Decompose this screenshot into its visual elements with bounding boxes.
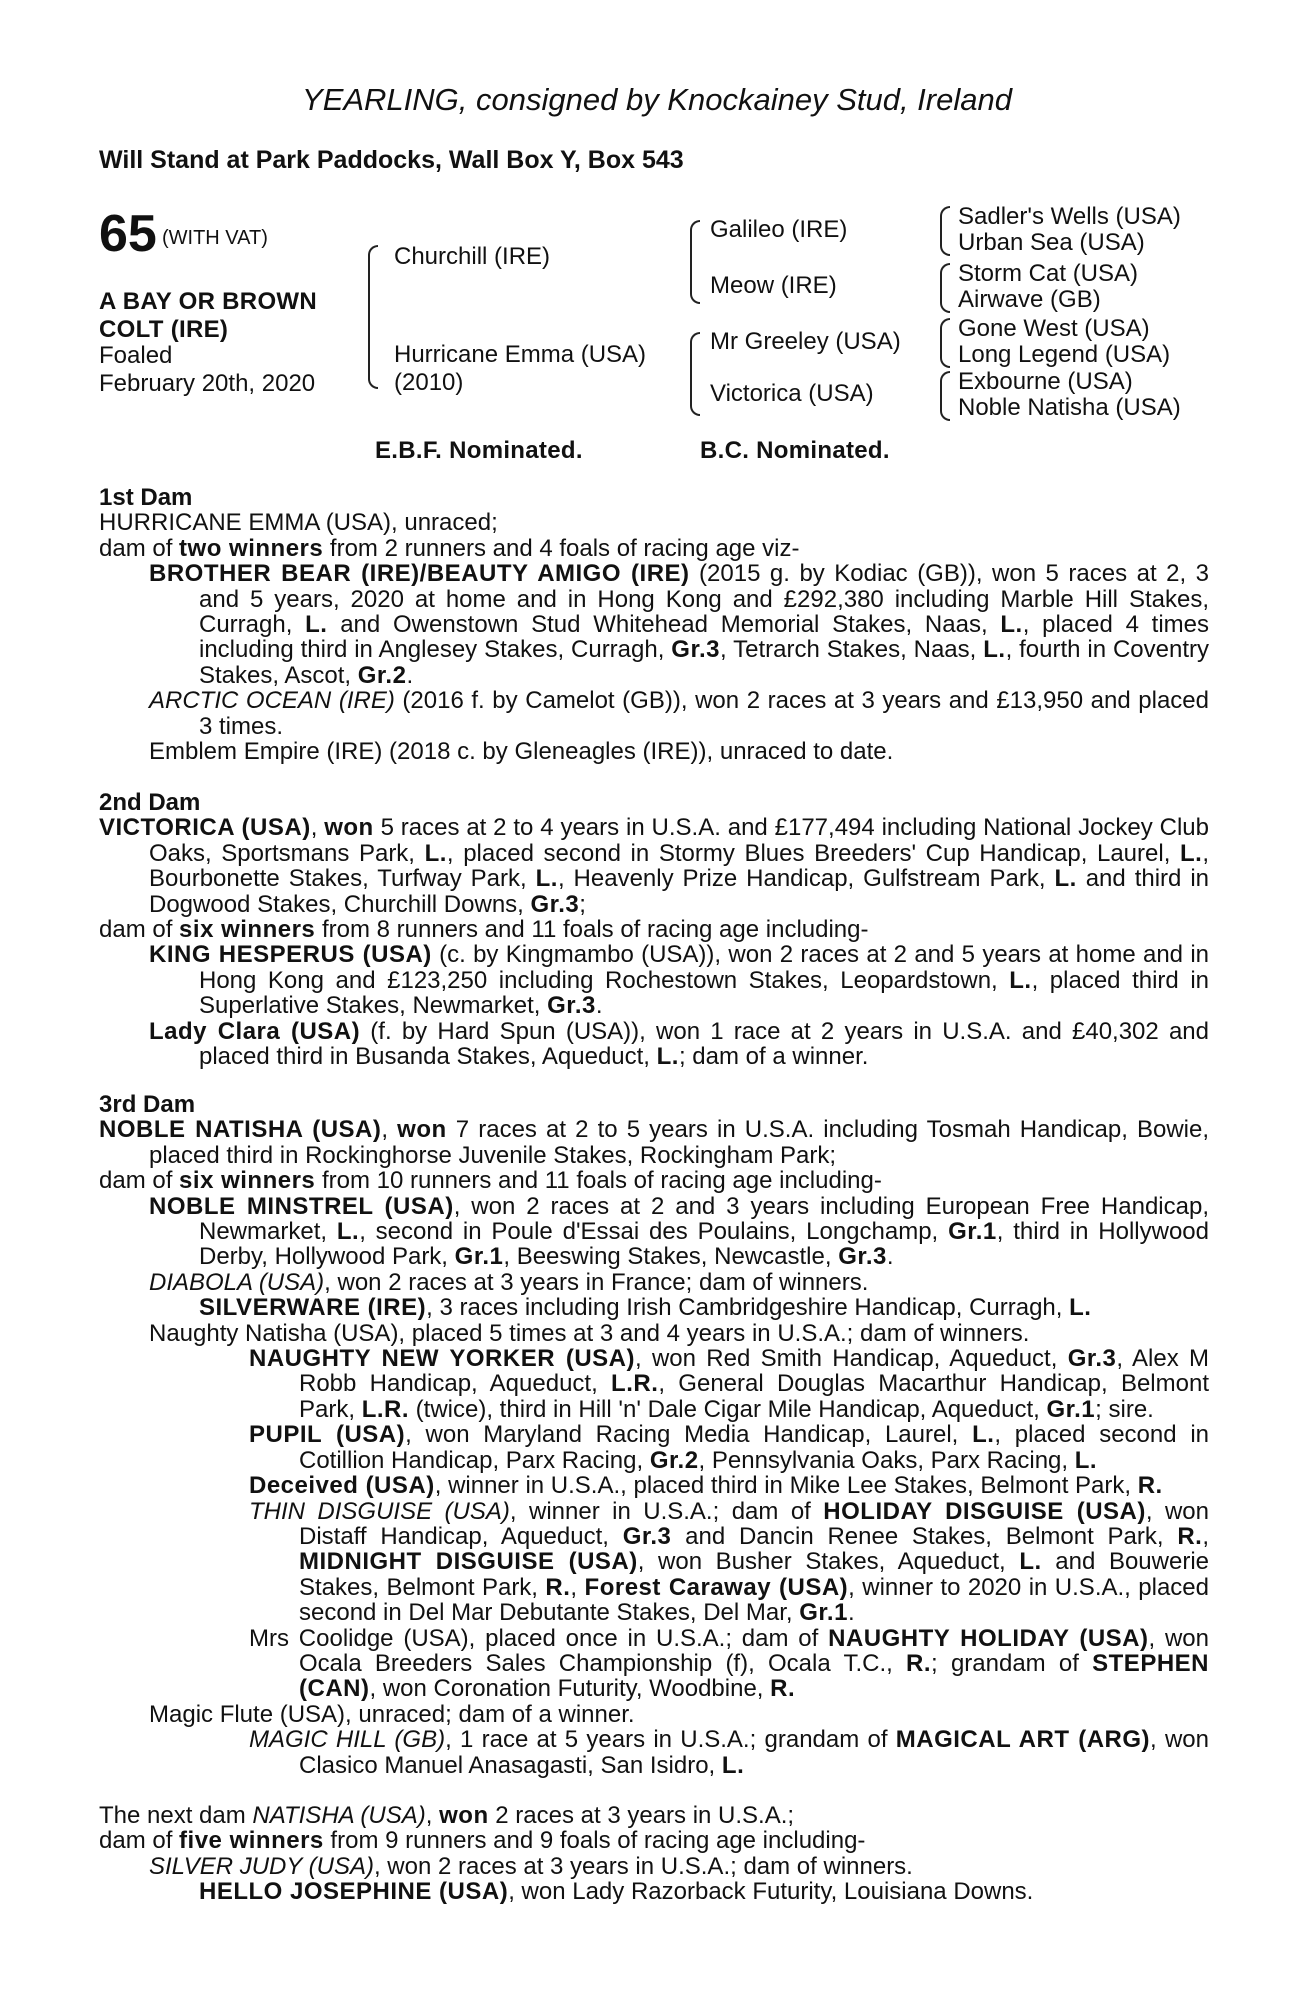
dam-dam: Victorica (USA) xyxy=(710,380,874,407)
produce-entry: ARCTIC OCEAN (IRE) (2016 f. by Camelot (GB)), won 2 races at 3 years and £13,950 and placed 3 times. xyxy=(149,687,1209,740)
vat-note: (WITH VAT) xyxy=(162,227,268,249)
dam: Hurricane Emma (USA) xyxy=(394,341,647,368)
produce-entry: HELLO JOSEPHINE (USA), won Lady Razorback Futurity, Louisiana Downs. xyxy=(199,1878,1034,1906)
dam-year: (2010) xyxy=(394,369,464,396)
g-brace-1 xyxy=(940,206,950,256)
produce-entry: DIABOLA (USA), won 2 races at 3 years in France; dam of winners. xyxy=(149,1268,869,1296)
produce-entry: Lady Clara (USA) (f. by Hard Spun (USA)), won 1 race at 2 years in U.S.A. and £40,302 and placed third in Busanda Stakes, Aqueduct, L.; dam of a winner. xyxy=(149,1017,1209,1071)
third-dam-record: NOBLE NATISHA (USA), won 7 races at 2 to 5 years in U.S.A. including Tosmah Handicap, Bowie, placed third in Rockinghorse Juvenile Stakes, Rockingham Park; xyxy=(99,1116,1209,1169)
first-dam-produce: dam of two winners from 2 runners and 4 foals of racing age viz- xyxy=(99,534,800,562)
grandparent-4: Airwave (GB) xyxy=(958,286,1101,313)
produce-entry: SILVERWARE (IRE), 3 races including Irish Cambridgeshire Handicap, Curragh, L. xyxy=(199,1294,1092,1322)
produce-entry: KING HESPERUS (USA) (c. by Kingmambo (USA)), won 2 races at 2 and 5 years at home and in Hong Kong and £123,250 including Rochestown Stakes, Leopardstown, L., placed third in Superlative Stakes, Newmarket, Gr.3. xyxy=(149,941,1210,1020)
produce-entry: Deceived (USA), winner in U.S.A., placed third in Mike Lee Stakes, Belmont Park, R. xyxy=(249,1472,1163,1500)
sire-dam-brace xyxy=(368,245,378,389)
g-brace-4 xyxy=(940,371,950,421)
second-dam-heading: 2nd Dam xyxy=(99,789,201,816)
page-title: YEARLING, consigned by Knockainey Stud, Ireland xyxy=(302,82,1012,117)
next-dam-section xyxy=(99,1803,1209,1905)
grandparent-3: Storm Cat (USA) xyxy=(958,260,1139,287)
third-dam-produce: dam of six winners from 10 runners and 11 foals of racing age including- xyxy=(99,1167,882,1195)
produce-entry: Emblem Empire (IRE) (2018 c. by Gleneagles (IRE)), unraced to date. xyxy=(149,738,894,766)
first-dam-section xyxy=(99,485,1209,764)
grandparent-2: Urban Sea (USA) xyxy=(958,229,1145,256)
sire-sire: Galileo (IRE) xyxy=(710,216,848,243)
bc-nomination: B.C. Nominated. xyxy=(700,437,890,464)
produce-entry: Naughty Natisha (USA), placed 5 times at 3 and 4 years in U.S.A.; dam of winners. xyxy=(149,1319,1030,1347)
second-dam-record: VICTORICA (USA), won 5 races at 2 to 4 years in U.S.A. and £177,494 including National Jockey Club Oaks, Sportsmans Park, L., placed second in Stormy Blues Breeders' Cup Handicap, Laurel, L., Bourbonette Stakes, Turfway Park, L., Heavenly Prize Handicap, Gulfstream Park, L. and third in Dogwood Stakes, Churchill Downs, Gr.3; xyxy=(99,814,1209,918)
produce-entry: NOBLE MINSTREL (USA), won 2 races at 2 and 3 years including European Free Handicap, Newmarket, L., second in Poule d'Essai des Poulains, Longchamp, Gr.1, third in Hollywood Derby, Hollywood Park, Gr.1, Beeswing Stakes, Newcastle, Gr.3. xyxy=(149,1192,1209,1271)
next-dam-record: The next dam NATISHA (USA), won 2 races at 3 years in U.S.A.; xyxy=(99,1802,795,1829)
grandparent-5: Gone West (USA) xyxy=(958,315,1150,342)
g-brace-2 xyxy=(940,263,950,313)
next-dam-produce: dam of five winners from 9 runners and 9 foals of racing age including- xyxy=(99,1827,866,1855)
foaled-label: Foaled xyxy=(99,342,173,369)
grandparent-6: Long Legend (USA) xyxy=(958,341,1171,368)
produce-entry: Magic Flute (USA), unraced; dam of a winner. xyxy=(149,1700,635,1728)
produce-entry: MAGIC HILL (GB), 1 race at 5 years in U.S.A.; grandam of MAGICAL ART (ARG), won Clasico Manuel Anasagasti, San Isidro, L. xyxy=(249,1726,1209,1779)
first-dam-name: HURRICANE EMMA (USA), unraced; xyxy=(99,509,498,537)
dam-parents-brace xyxy=(690,332,700,416)
ebf-nomination: E.B.F. Nominated. xyxy=(375,437,583,464)
stand-location: Will Stand at Park Paddocks, Wall Box Y, Box 543 xyxy=(99,146,684,174)
grandparent-7: Exbourne (USA) xyxy=(958,368,1133,395)
lot-description-line1: A BAY OR BROWN xyxy=(99,288,317,315)
grandparent-1: Sadler's Wells (USA) xyxy=(958,203,1181,230)
lot-number: 65 xyxy=(99,205,157,263)
dam-sire: Mr Greeley (USA) xyxy=(710,328,901,355)
g-brace-3 xyxy=(940,318,950,368)
first-dam-heading: 1st Dam xyxy=(99,484,193,511)
second-dam-produce: dam of six winners from 8 runners and 11 foals of racing age including- xyxy=(99,916,869,944)
lot-description-line2: COLT (IRE) xyxy=(99,316,229,343)
sire-dam: Meow (IRE) xyxy=(710,272,837,299)
third-dam-section xyxy=(99,1092,1209,1778)
foaled-date: February 20th, 2020 xyxy=(99,370,316,397)
sire: Churchill (IRE) xyxy=(394,243,551,270)
produce-entry: BROTHER BEAR (IRE)/BEAUTY AMIGO (IRE) (2015 g. by Kodiac (GB)), won 5 races at 2, 3 and 5 years, 2020 at home and in Hong Kong and £292,380 including Marble Hill Stakes, Curragh, L. and Owenstown Stud Whitehead Memorial Stakes, Naas, L., placed 4 times including third in Anglesey Stakes, Curragh, Gr.3, Tetrarch Stakes, Naas, L., fourth in Coventry Stakes, Ascot, Gr.2. xyxy=(149,560,1209,689)
second-dam-section xyxy=(99,790,1209,1069)
produce-entry: SILVER JUDY (USA), won 2 races at 3 years in U.S.A.; dam of winners. xyxy=(149,1852,913,1880)
produce-entry: THIN DISGUISE (USA), winner in U.S.A.; dam of HOLIDAY DISGUISE (USA), won Distaff Handicap, Aqueduct, Gr.3 and Dancin Renee Stakes, Belmont Park, R., MIDNIGHT DISGUISE (USA), won Busher Stakes, Aqueduct, L. and Bouwerie Stakes, Belmont Park, R., Forest Caraway (USA), winner to 2020 in U.S.A., placed second in Del Mar Debutante Stakes, Del Mar, Gr.1. xyxy=(249,1497,1210,1627)
sire-parents-brace xyxy=(690,220,700,304)
grandparent-8: Noble Natisha (USA) xyxy=(958,394,1181,421)
third-dam-heading: 3rd Dam xyxy=(99,1091,196,1118)
produce-entry: NAUGHTY NEW YORKER (USA), won Red Smith Handicap, Aqueduct, Gr.3, Alex M Robb Handicap, Aqueduct, L.R., General Douglas Macarthur Handicap, Belmont Park, L.R. (twice), third in Hill 'n' Dale Cigar Mile Handicap, Aqueduct, Gr.1; sire. xyxy=(249,1345,1210,1423)
produce-entry: PUPIL (USA), won Maryland Racing Media Handicap, Laurel, L., placed second in Cotillion Handicap, Parx Racing, Gr.2, Pennsylvania Oaks, Parx Racing, L. xyxy=(249,1421,1209,1474)
produce-entry: Mrs Coolidge (USA), placed once in U.S.A.; dam of NAUGHTY HOLIDAY (USA), won Ocala Breeders Sales Championship (f), Ocala T.C., R.; grandam of STEPHEN (CAN), won Coronation Futurity, Woodbine, R. xyxy=(249,1624,1209,1703)
